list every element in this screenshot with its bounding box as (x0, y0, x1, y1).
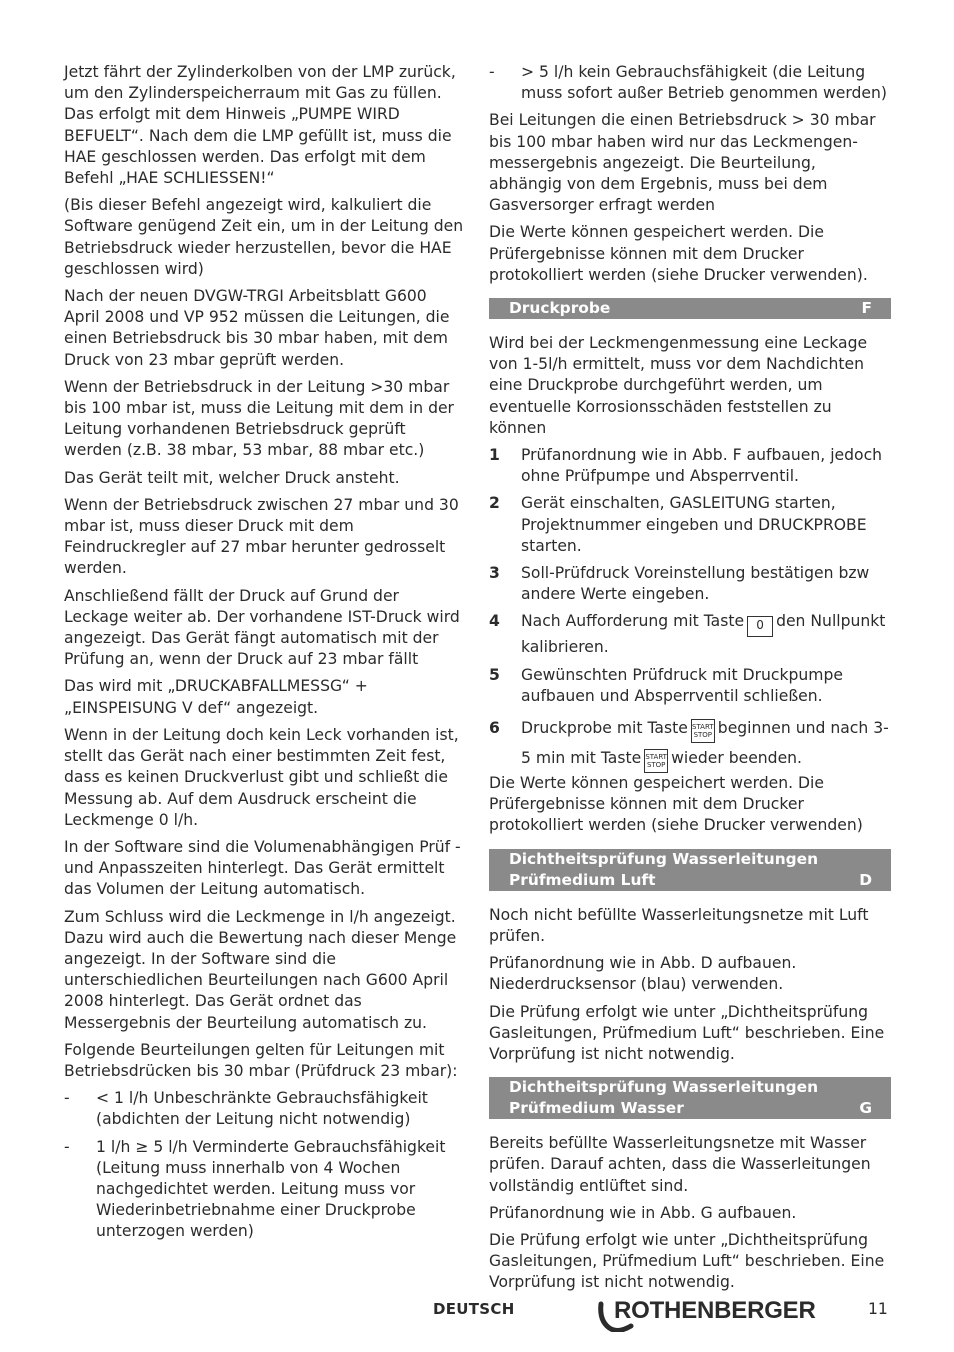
list-item (64, 1137, 464, 1243)
paragraph: Wenn in der Leitung doch kein Leck vorhanden ist, stellt das Gerät nach einer bestimmten Zeit fest, dass es keinen Druckverlust gibt und schließt die Messung ab. Auf dem Ausdruck erscheint die Leckmenge 0 l/h. (64, 725, 459, 829)
key-label: START (645, 753, 667, 762)
paragraph: Anschließend fällt der Druck auf Grund der Leckage weiter ab. Der vorhandene IST-Druck wird angezeigt. Das Gerät fängt automatisch mit der Prüfung an, wenn der Druck auf 23 mbar fällt (64, 586, 460, 669)
paragraph: Bereits befüllte Wasserleitungsnetze mit Wasser prüfen. Darauf achten, dass die Wasserleitungen vollständig entlüftet sind. (489, 1134, 871, 1195)
section-title: Dichtheitsprüfung Wasserleitungen (509, 1078, 819, 1097)
step-text: Prüfanordnung wie in Abb. F aufbauen, jedoch ohne Prüfpumpe und Absperrventil. (521, 446, 883, 486)
rothenberger-logo (597, 1296, 837, 1338)
section-title: Druckprobe (509, 299, 611, 318)
start-stop-key-icon (644, 749, 668, 773)
paragraph: (Bis dieser Befehl angezeigt wird, kalkuliert die Software genügend Zeit ein, um in der Leitung den Betriebsdruck wieder herzustellen, bevor die HAE geschlossen wird) (64, 196, 464, 278)
paragraph: Folgende Beurteilungen gelten für Leitungen mit Betriebsdrücken bis 30 mbar (Prüfdruck 23 mbar): (64, 1040, 458, 1080)
start-stop-key-icon (691, 719, 715, 743)
paragraph: Noch nicht befüllte Wasserleitungsnetze mit Luft prüfen. (489, 905, 869, 945)
step-number: 5 (489, 665, 500, 684)
list-item-text: > 5 l/h kein Gebrauchsfähigkeit (die Leitung muss sofort außer Betrieb genommen werden) (521, 63, 887, 103)
section-header-wasser-wasser (489, 1077, 891, 1119)
paragraph: Das Gerät teilt mit, welcher Druck ansteht. (64, 468, 400, 487)
key-label: STOP (646, 761, 666, 770)
paragraph: Prüfanordnung wie in Abb. G aufbauen. (489, 1203, 797, 1222)
paragraph: Wenn der Betriebsdruck in der Leitung >30 mbar bis 100 mbar ist, muss die Leitung mit dem in der Leitung vorhandenen Betriebsdruck geprüft werden (z.B. 38 mbar, 53 mbar, 88 mbar etc.) (64, 377, 454, 460)
footer-language: DEUTSCH (433, 1300, 515, 1318)
dash-marker: - (489, 63, 495, 81)
paragraph: Zum Schluss wird die Leckmenge in l/h angezeigt. Dazu wird auch die Bewertung nach dieser Menge angezeigt. In der Software sind die unterschiedlichen Beurteilungen nach G600 April 2008 hinterlegt. Das Gerät ordnet das Messergebnis der Beurteilung automatisch zu. (64, 907, 457, 1032)
step-number: 4 (489, 612, 500, 631)
dash-marker: - (64, 1137, 70, 1156)
step-item (489, 563, 891, 605)
paragraph: Nach der neuen DVGW-TRGI Arbeitsblatt G600 April 2008 und VP 952 müssen die Leitungen, die einen Betriebsdruck bis 30 mbar haben, mit dem Druck von 23 mbar geprüft werden. (64, 287, 450, 369)
paragraph: Die Prüfung erfolgt wie unter „Dichtheitsprüfung Gasleitungen, Prüfmedium Luft“ beschrieben. Eine Vorprüfung ist nicht notwendig. (489, 1230, 885, 1292)
step-text-part: wieder beenden. (671, 749, 803, 768)
step-item (489, 445, 891, 487)
list-item-text: < 1 l/h Unbeschränkte Gebrauchsfähigkeit (abdichten der Leitung nicht notwendig) (96, 1089, 428, 1129)
page-number: 11 (868, 1300, 888, 1318)
step-text-part: 3-5 min mit Taste (521, 719, 889, 768)
paragraph: Die Werte können gespeichert werden. Die Prüfergebnisse können mit dem Drucker protokolliert werden (siehe Drucker verwenden). (489, 223, 868, 284)
section-title: Prüfmedium Wasser (509, 1099, 684, 1118)
step-number: 2 (489, 494, 500, 513)
step-item (489, 665, 891, 707)
section-title: Dichtheitsprüfung Wasserleitungen (509, 849, 819, 868)
logo-icon (597, 1296, 837, 1332)
paragraph: Wenn der Betriebsdruck zwischen 27 mbar und 30 mbar ist, muss dieser Druck mit dem Feindruckregler auf 27 mbar herunter gedrosselt werden. (64, 495, 459, 578)
paragraph: Jetzt fährt der Zylinderkolben von der LMP zurück, um den Zylinderspeicherraum mit Gas zu füllen. Das erfolgt mit dem Hinweis „PUMPE WIRD BEFUELT“. Nach dem die LMP gefüllt ist, muss die HAE geschlossen werden. Das erfolgt mit dem Befehl „HAE SCHLIESSEN!“ (64, 63, 456, 188)
section-title: Prüfmedium Luft (509, 870, 656, 889)
left-column (64, 62, 464, 1249)
paragraph: In der Software sind die Volumenabhängigen Prüf - und Anpasszeiten hinterlegt. Das Gerät ermittelt das Volumen der Leitung automatisch. (64, 837, 461, 899)
step-item (489, 493, 891, 557)
step-number: 6 (489, 719, 500, 738)
paragraph: Wird bei der Leckmengenmessung eine Leckage von 1-5l/h ermittelt, muss vor dem Nachdichten eine Druckprobe durchgeführt werden, um eventuelle Korrosionsschäden feststellen zu können (489, 334, 868, 437)
section-header-wasser-luft (489, 849, 891, 891)
step-text (521, 611, 891, 658)
section-header-druckprobe (489, 298, 891, 319)
step-text-part: Nach Aufforderung mit Taste (521, 612, 745, 631)
key-label: STOP (693, 731, 713, 740)
list-item-text: 1 l/h ≥ 5 l/h Verminderte Gebrauchsfähigkeit (Leitung muss innerhalb von 4 Wochen nachgedichtet werden. Leitung muss vor Wiederinbetriebnahme einer Druckprobe unterzogen werden) (96, 1137, 446, 1241)
step-text: Soll-Prüfdruck Voreinstellung bestätigen bzw andere Werte eingeben. (521, 564, 870, 604)
step-number: 1 (489, 446, 500, 465)
step-item (489, 611, 891, 658)
paragraph: Das wird mit „DRUCKABFALLMESSG“ + „EINSPEISUNG V def“ angezeigt. (64, 677, 368, 717)
zero-key-icon: 0 (747, 616, 773, 637)
list-item (64, 1088, 464, 1130)
section-letter: F (861, 299, 872, 318)
key-label: START (691, 723, 714, 732)
paragraph: Die Werte können gespeichert werden. Die Prüfergebnisse können mit dem Drucker protokolliert werden (siehe Drucker verwenden) (489, 774, 863, 835)
step-number: 3 (489, 564, 500, 583)
step-text: Gewünschten Prüfdruck mit Druckpumpe aufbauen und Absperrventil schließen. (521, 665, 843, 705)
section-letter: D (859, 870, 872, 889)
right-column (489, 62, 891, 1300)
paragraph: Bei Leitungen die einen Betriebsdruck > 30 mbar bis 100 mbar haben wird nur das Leckmengen- messergebnis angezeigt. Die Beurteilung, abhängig von dem Ergebnis, muss bei dem Gasversorger erfragt werden (489, 111, 876, 215)
dash-marker: - (64, 1089, 70, 1108)
paragraph: Die Prüfung erfolgt wie unter „Dichtheitsprüfung Gasleitungen, Prüfmedium Luft“ beschrieben. Eine Vorprüfung ist nicht notwendig. (489, 1002, 885, 1063)
step-text: Gerät einschalten, GASLEITUNG starten, Projektnummer eingeben und DRUCKPROBE starten. (521, 494, 867, 555)
step-item (489, 713, 891, 773)
section-letter: G (859, 1099, 872, 1118)
step-text (521, 713, 891, 773)
step-text-part: den Nullpunkt kalibrieren. (521, 612, 886, 657)
paragraph: Prüfanordnung wie in Abb. D aufbauen. Niederdrucksensor (blau) verwenden. (489, 954, 797, 994)
list-item (489, 62, 891, 104)
logo-wordmark: ROTHENBERGER (614, 1297, 816, 1324)
step-text-part: Druckprobe mit Taste (521, 719, 688, 738)
step-text-part: beginnen und nach (717, 719, 869, 738)
